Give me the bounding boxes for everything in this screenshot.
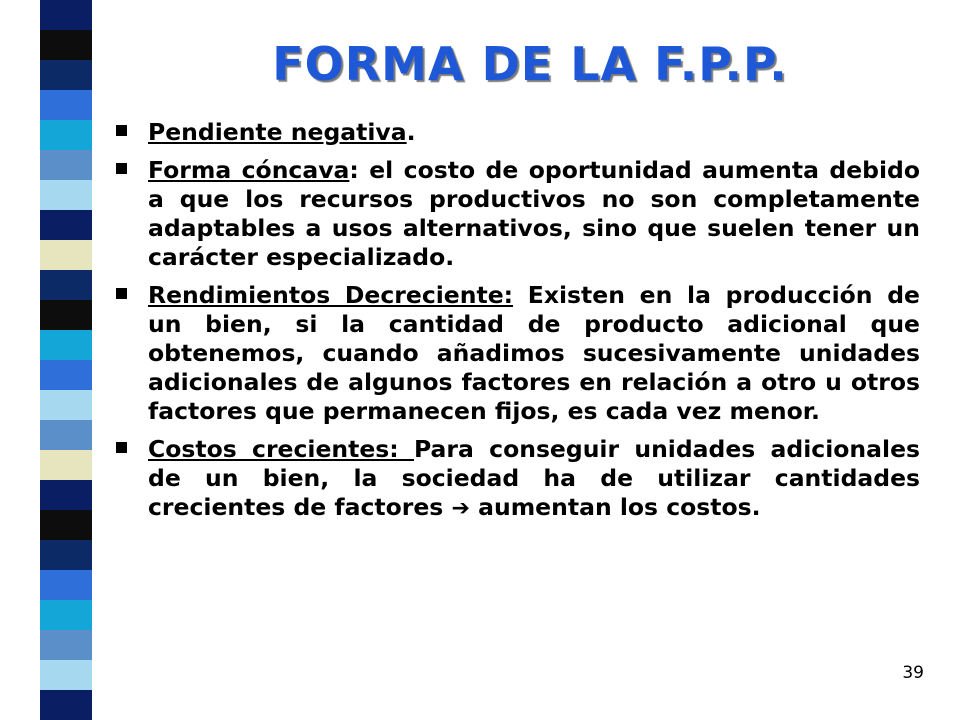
square-bullet-icon [116, 288, 127, 299]
stripe-block [40, 240, 92, 270]
bullet-term: Costos crecientes: [148, 435, 414, 463]
slide-title: FORMA DE LA F.P.P. [272, 37, 788, 91]
bullet-text: : el costo de oportunidad aumenta debido a que los recursos productivos no son completamente adaptables a usos alternativos, sino que suelen tener un carácter especializado. [148, 156, 920, 271]
stripe-block [40, 600, 92, 630]
stripe-block [40, 60, 92, 90]
bullet-item [112, 435, 920, 522]
bullet-item [112, 156, 920, 272]
stripe-block [40, 480, 92, 510]
page-number: 39 [902, 663, 924, 683]
bullet-term: Forma cóncava [148, 156, 350, 184]
bullet-text: . [406, 118, 416, 146]
bullet-text: Para conseguir unidades adicionales de un bien, la sociedad ha de utilizar cantidades crecientes de factores [148, 435, 920, 521]
stripe-block [40, 450, 92, 480]
bullet-item [112, 281, 920, 426]
square-bullet-icon [116, 125, 127, 136]
stripe-block [40, 540, 92, 570]
stripe-block [40, 630, 92, 660]
stripe-block [40, 510, 92, 540]
stripe-block [40, 210, 92, 240]
bullet-text: aumentan los costos. [469, 493, 761, 521]
stripe-block [40, 150, 92, 180]
square-bullet-icon [116, 442, 127, 453]
bullet-text: Existen en la producción de un bien, si la cantidad de producto adicional que obtenemos, cuando añadimos sucesivamente unidades adicionales de algunos factores en relación a otro u otros factores que permanecen fijos, es cada vez menor. [148, 281, 920, 425]
stripe-block [40, 120, 92, 150]
stripe-block [40, 390, 92, 420]
bullet-term: Rendimientos Decreciente: [148, 281, 514, 309]
square-bullet-icon [116, 163, 127, 174]
stripe-block [40, 270, 92, 300]
stripe-block [40, 570, 92, 600]
decorative-stripe [0, 0, 112, 720]
right-arrow-icon: ➔ [451, 496, 470, 521]
stripe-block [40, 360, 92, 390]
stripe-block [40, 690, 92, 720]
bullet-item [112, 118, 920, 147]
stripe-block [40, 330, 92, 360]
stripe-block [40, 660, 92, 690]
stripe-block [40, 180, 92, 210]
stripe-block [40, 300, 92, 330]
bullet-list [112, 118, 920, 531]
stripe-block [40, 90, 92, 120]
stripe-block [40, 30, 92, 60]
stripe-block [40, 420, 92, 450]
bullet-term: Pendiente negativa [148, 118, 407, 146]
stripe-block [40, 0, 92, 30]
